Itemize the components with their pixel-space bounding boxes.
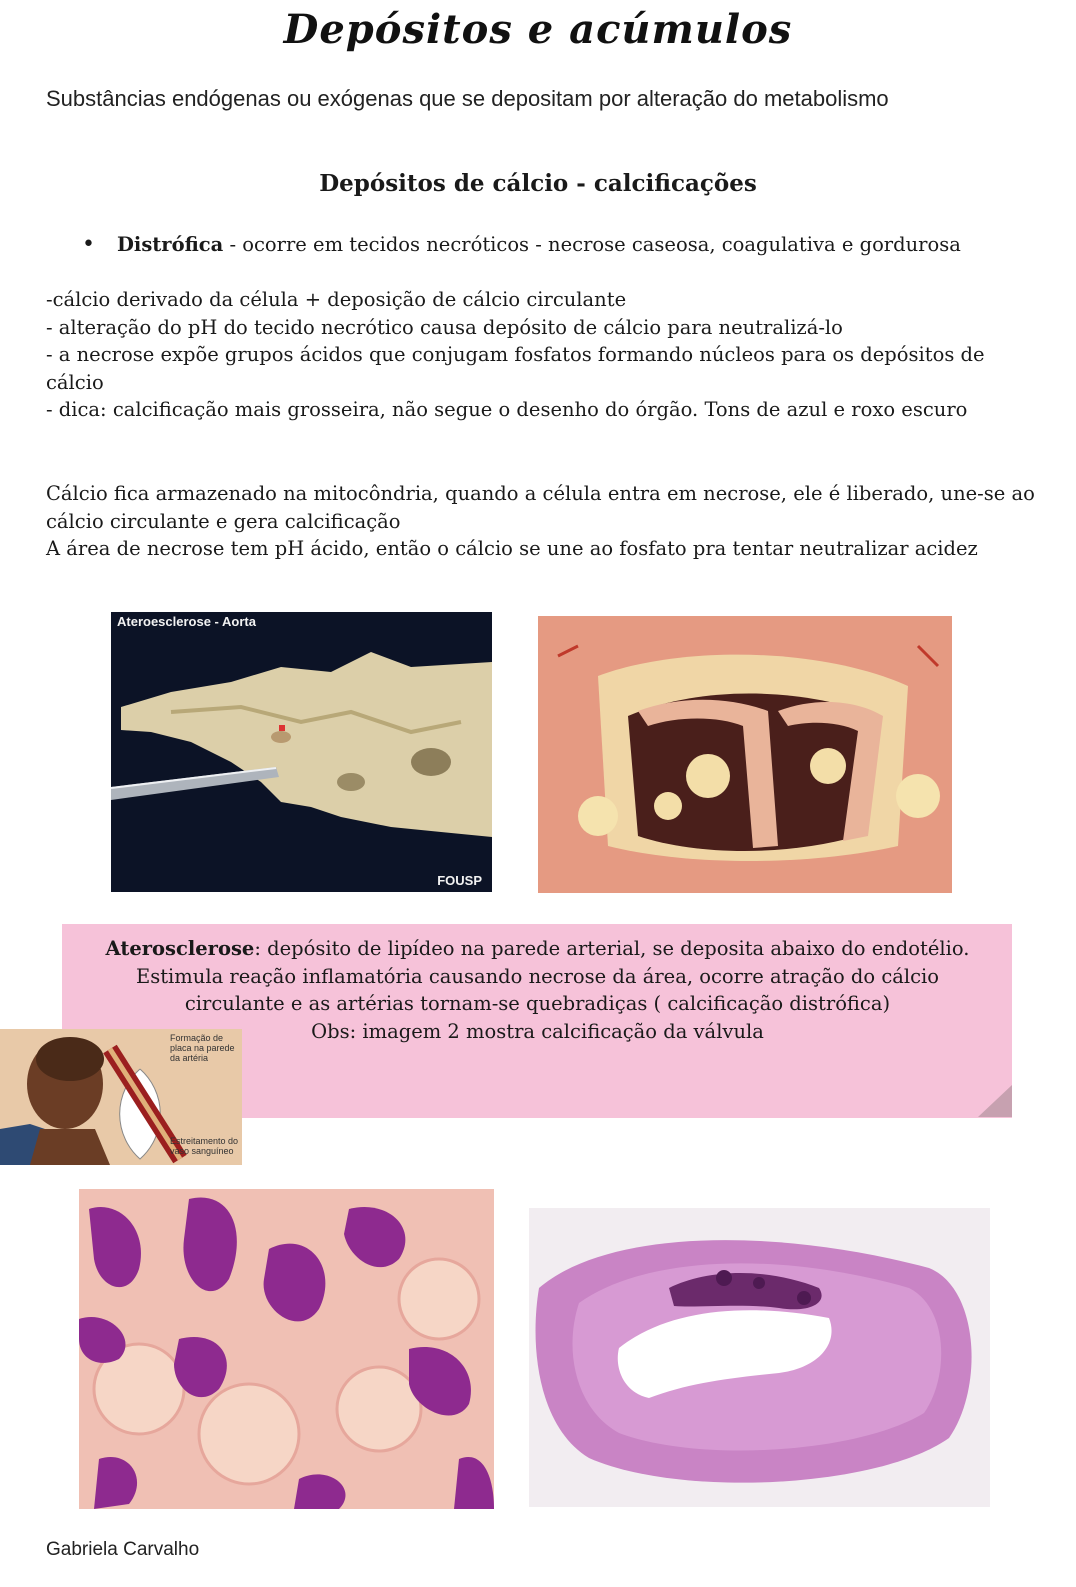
paragraph: A área de necrose tem pH ácido, então o cálcio se une ao fosfato pra tentar neutralizar acidez: [46, 537, 978, 560]
explanation-paragraphs: [46, 480, 1036, 563]
subtitle: Substâncias endógenas ou exógenas que se depositam por alteração do metabolismo: [46, 86, 889, 111]
aorta-specimen-image: [111, 612, 492, 892]
bullet-term: Distrófica: [117, 233, 224, 256]
histology-artery-image: [529, 1208, 990, 1507]
calcified-valve-illustration: [538, 616, 952, 893]
notes-list: [46, 286, 1036, 424]
paragraph: Cálcio fica armazenado na mitocôndria, quando a célula entra em necrose, ele é liberado, une-se ao cálcio circulante e gera calcificação: [46, 482, 1035, 533]
image-credit: FOUSP: [437, 873, 482, 888]
artery-plaque-illustration: [0, 1029, 242, 1165]
histology-calcification-image: [79, 1189, 494, 1509]
bullet-marker: •: [82, 232, 95, 257]
note-fold-corner: [978, 1085, 1012, 1117]
note-definition: : depósito de lipídeo na parede arterial, se deposita abaixo do endotélio. Estimula reação inflamatória causando necrose da área, ocorre atração do cálcio circulante e as artérias tornam-se quebradiças ( calcificação distrófica): [135, 937, 970, 1015]
bullet-text: [117, 231, 977, 259]
note-line: - alteração do pH do tecido necrótico causa depósito de cálcio para neutralizá-lo: [46, 315, 843, 339]
inset-label-narrowing: Estreitamento do vaso sanguíneo: [170, 1136, 239, 1156]
section-heading: Depósitos de cálcio - calcificações: [319, 170, 757, 197]
inset-label-plaque: Formação de placa na parede da artéria: [170, 1033, 235, 1063]
note-line: - a necrose expõe grupos ácidos que conjugam fosfatos formando núcleos para os depósitos de cálcio: [46, 343, 985, 394]
calcified-valve-image: [538, 616, 952, 893]
bullet-description: - ocorre em tecidos necróticos - necrose caseosa, coagulativa e gordurosa: [223, 233, 961, 256]
note-term: Aterosclerose: [105, 937, 255, 960]
note-line: - dica: calcificação mais grosseira, não segue o desenho do órgão. Tons de azul e roxo escuro: [46, 398, 968, 421]
note-observation: Obs: imagem 2 mostra calcificação da válvula: [311, 1019, 764, 1043]
image-caption: Ateroesclerose - Aorta: [117, 614, 256, 629]
note-line: -cálcio derivado da célula + deposição de cálcio circulante: [46, 288, 627, 311]
author-name: Gabriela Carvalho: [46, 1539, 200, 1560]
histology-calcification-illustration: [79, 1189, 494, 1509]
page-title: Depósitos e acúmulos: [283, 6, 793, 53]
aorta-specimen-illustration: [111, 612, 492, 892]
histology-artery-illustration: [529, 1208, 990, 1507]
